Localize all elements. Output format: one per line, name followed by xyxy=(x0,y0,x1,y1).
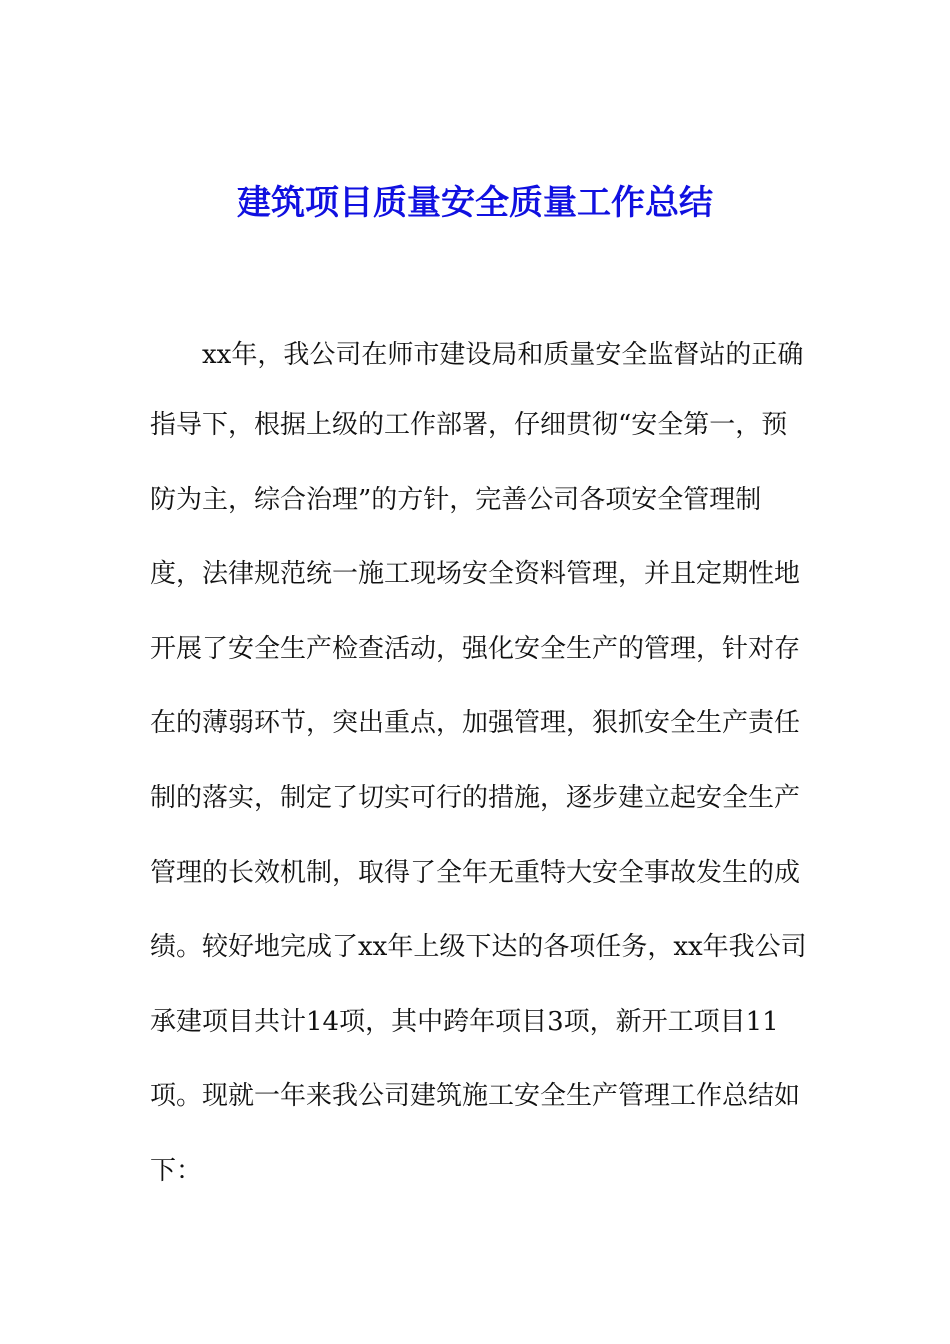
body-line: 指导下，根据上级的工作部署，仔细贯彻“安全第一，预 xyxy=(150,410,788,440)
body-line: 项。现就一年来我公司建筑施工安全生产管理工作总结如 xyxy=(150,1081,801,1111)
body-line: 开展了安全生产检查活动，强化安全生产的管理，针对存 xyxy=(150,634,801,664)
body-line: xx年，我公司在师市建设局和质量安全监督站的正确 xyxy=(202,340,804,370)
document-title: 建筑项目质量安全质量工作总结 xyxy=(237,183,713,223)
body-line: 绩。较好地完成了xx年上级下达的各项任务，xx年我公司 xyxy=(150,932,807,962)
body-line: 制的落实，制定了切实可行的措施，逐步建立起安全生产 xyxy=(150,783,801,813)
body-line: 在的薄弱环节，突出重点，加强管理，狠抓安全生产责任 xyxy=(150,708,801,738)
body-line: 承建项目共计14项，其中跨年项目3项，新开工项目11 xyxy=(150,1007,779,1037)
body-line: 下： xyxy=(150,1156,203,1186)
body-line: 防为主，综合治理”的方针，完善公司各项安全管理制 xyxy=(150,485,762,515)
body-line: 管理的长效机制，取得了全年无重特大安全事故发生的成 xyxy=(150,858,801,888)
body-line: 度，法律规范统一施工现场安全资料管理，并且定期性地 xyxy=(150,559,801,589)
